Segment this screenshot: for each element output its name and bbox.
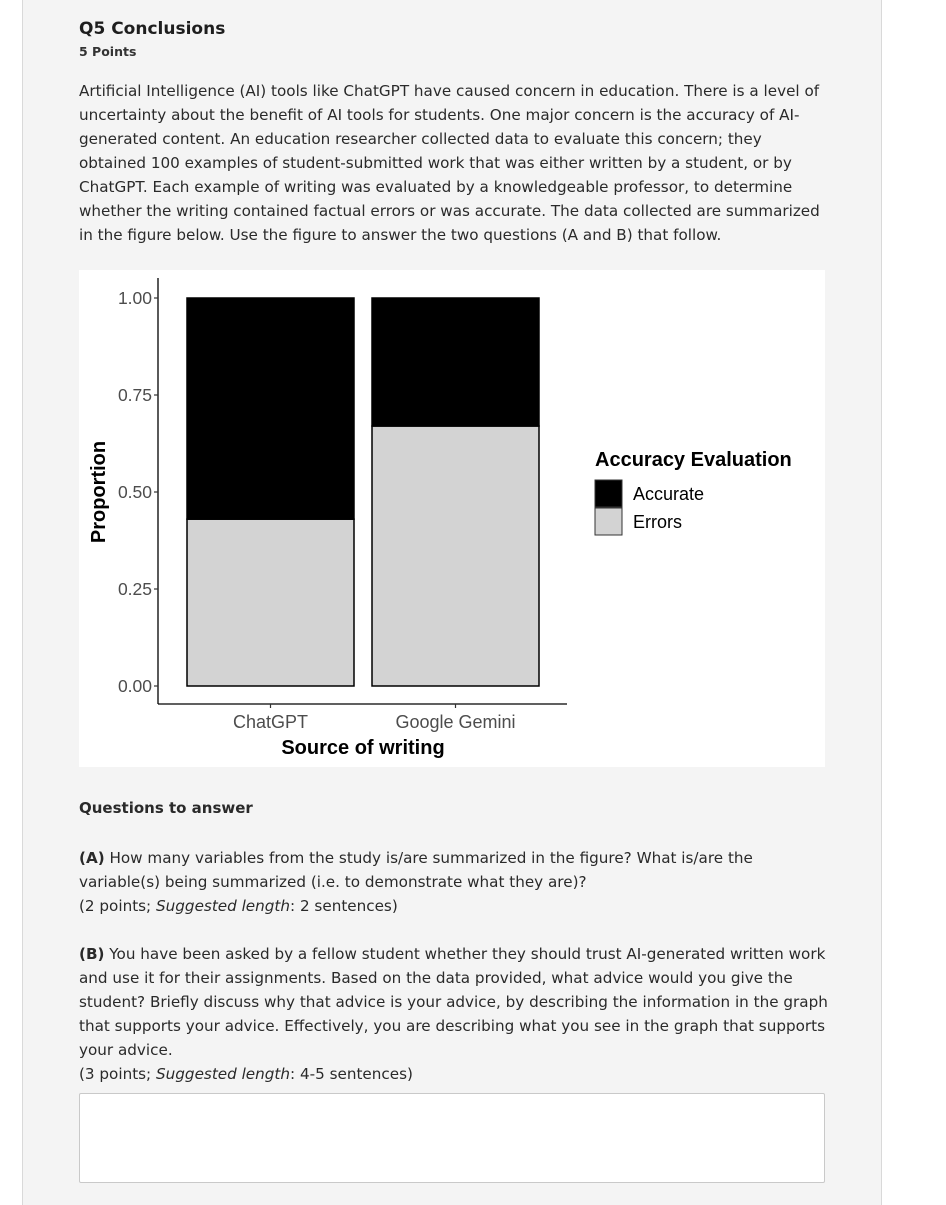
stacked-bar-chart [79,270,825,767]
y-axis-title: Proportion [88,440,110,544]
legend-label-errors: Errors [633,512,682,532]
x-tick-label: Google Gemini [395,712,516,732]
question-title: Q5 Conclusions [79,19,226,39]
y-tick-label: 0.75 [117,385,152,405]
x-tick-label: ChatGPT [232,712,309,732]
question-points: 5 Points [79,44,137,59]
question-a-tag: (A) [79,849,105,867]
chart-figure [79,270,825,767]
question-b-points: (3 points; [79,1065,157,1083]
question-b-text: You have been asked by a fellow student whether they should trust AI-generated written work and use it for their assignments. Based on the data provided, what advice would you give the student? Briefly discuss why that advice is your advice, by describing the information in the graph that supports your advice. Effectively, you are describing what you see in the graph that supports your advice. [79,945,828,1059]
y-tick-label: 0.00 [117,676,152,696]
question-b [79,942,834,1086]
questions-heading: Questions to answer [79,799,253,817]
question-b-suggested-label: Suggested length [156,1065,290,1083]
question-a-points: (2 points; [79,897,157,915]
question-a-text: How many variables from the study is/are summarized in the figure? What is/are the variable(s) being summarized (i.e. to demonstrate what they are)? [79,849,753,891]
question-b-suggested-value: : 4-5 sentences) [290,1065,413,1083]
legend-title: Accuracy Evaluation [595,449,792,471]
question-a [79,846,834,918]
bar-chatgpt-accurate [187,298,354,519]
question-a-suggested-value: : 2 sentences) [290,897,398,915]
question-a-suggested-label: Suggested length [156,897,290,915]
legend-key-errors [595,508,622,535]
question-intro: Artificial Intelligence (AI) tools like ChatGPT have caused concern in education. There is a level of uncertainty about the benefit of AI tools for students. One major concern is the accuracy of AI-generated content. An education researcher collected data to evaluate this concern; they obtained 100 examples of student-submitted work that was either written by a student, or by ChatGPT. Each example of writing was evaluated by a knowledgeable professor, to determine whether the writing contained factual errors or was accurate. The data collected are summarized in the figure below. Use the figure to answer the two questions (A and B) that follow. [79,82,820,244]
y-tick-label: 0.50 [117,482,152,502]
x-axis-title: Source of writing [281,737,445,759]
answer-text-box[interactable] [79,1093,825,1183]
bar-google-gemini-accurate [372,298,539,426]
legend-key-accurate [595,480,622,507]
legend-label-accurate: Accurate [633,484,705,504]
y-tick-label: 1.00 [117,288,152,308]
bar-chatgpt-errors [187,519,354,686]
bar-google-gemini-errors [372,426,539,686]
y-tick-label: 0.25 [117,579,152,599]
question-b-tag: (B) [79,945,105,963]
